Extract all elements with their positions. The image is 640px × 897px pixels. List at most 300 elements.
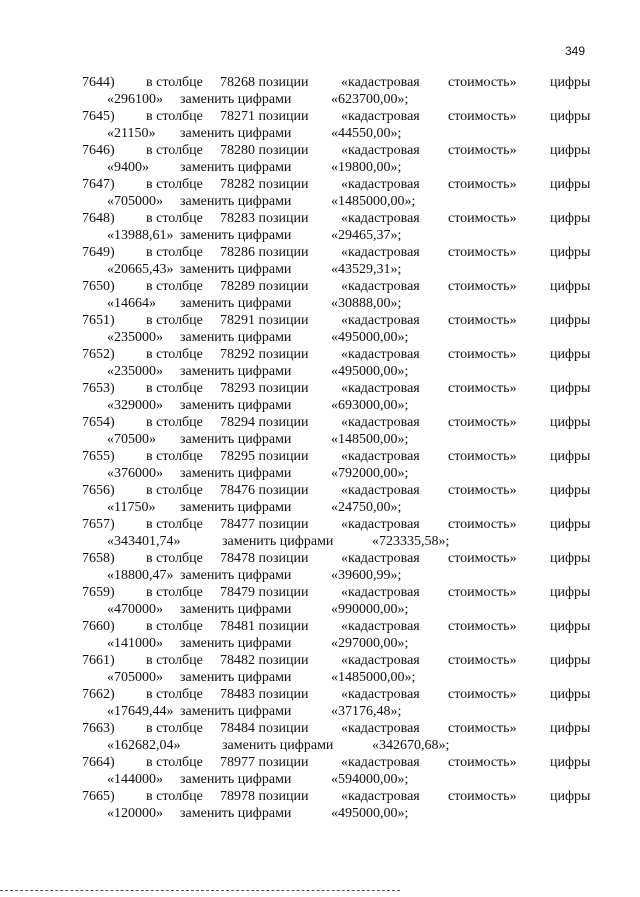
stoimost-phrase: стоимость» (448, 721, 517, 736)
replace-phrase: заменить цифрами (222, 738, 334, 753)
position-phrase (220, 210, 309, 227)
amendment-entry (0, 584, 640, 618)
old-value: «235000» (107, 330, 163, 345)
kadastr-phrase: «кадастровая (341, 109, 420, 124)
amendment-line-2 (0, 227, 640, 244)
stoimost-phrase: стоимость» (448, 483, 517, 498)
column-phrase: в столбце (146, 177, 203, 192)
column-number: 78293 (220, 381, 255, 396)
cifry-phrase: цифры (550, 449, 591, 464)
amendment-line-1 (0, 652, 640, 669)
column-number: 78292 (220, 347, 255, 362)
amendment-entry (0, 482, 640, 516)
amendment-entry (0, 448, 640, 482)
replace-phrase: заменить цифрами (180, 296, 292, 311)
column-number: 78479 (220, 585, 255, 600)
replace-phrase: заменить цифрами (180, 568, 292, 583)
column-number: 78477 (220, 517, 255, 532)
amendment-line-1 (0, 176, 640, 193)
kadastr-phrase: «кадастровая (341, 449, 420, 464)
amendment-entry (0, 74, 640, 108)
cifry-phrase: цифры (550, 279, 591, 294)
position-phrase (220, 380, 309, 397)
column-number: 78283 (220, 211, 255, 226)
stoimost-phrase: стоимость» (448, 449, 517, 464)
column-number: 78483 (220, 687, 255, 702)
position-word: позиции (258, 517, 309, 532)
position-word: позиции (258, 279, 309, 294)
entry-number: 7645) (82, 109, 115, 124)
stoimost-phrase: стоимость» (448, 517, 517, 532)
position-word: позиции (258, 347, 309, 362)
position-phrase (220, 516, 309, 533)
column-phrase: в столбце (146, 75, 203, 90)
kadastr-phrase: «кадастровая (341, 347, 420, 362)
new-value: «495000,00»; (331, 806, 409, 821)
column-number: 78289 (220, 279, 255, 294)
kadastr-phrase: «кадастровая (341, 687, 420, 702)
page-number: 349 (565, 44, 586, 58)
amendment-line-2 (0, 635, 640, 652)
amendment-line-1 (0, 142, 640, 159)
kadastr-phrase: «кадастровая (341, 415, 420, 430)
old-value: «11750» (107, 500, 156, 515)
column-number: 78282 (220, 177, 255, 192)
amendment-line-2 (0, 363, 640, 380)
new-value: «594000,00»; (331, 772, 409, 787)
replace-phrase: заменить цифрами (180, 126, 292, 141)
position-phrase (220, 448, 309, 465)
column-number: 78280 (220, 143, 255, 158)
stoimost-phrase: стоимость» (448, 551, 517, 566)
new-value: «39600,99»; (331, 568, 402, 583)
stoimost-phrase: стоимость» (448, 619, 517, 634)
amendment-line-1 (0, 108, 640, 125)
entry-number: 7644) (82, 75, 115, 90)
column-phrase: в столбце (146, 245, 203, 260)
entry-number: 7651) (82, 313, 115, 328)
amendment-line-1 (0, 448, 640, 465)
new-value: «24750,00»; (331, 500, 402, 515)
position-word: позиции (258, 789, 309, 804)
replace-phrase: заменить цифрами (180, 194, 292, 209)
amendment-line-2 (0, 669, 640, 686)
amendment-line-2 (0, 533, 640, 550)
old-value: «296100» (107, 92, 163, 107)
amendment-line-2 (0, 329, 640, 346)
position-word: позиции (258, 653, 309, 668)
entry-number: 7662) (82, 687, 115, 702)
old-value: «70500» (107, 432, 156, 447)
cifry-phrase: цифры (550, 415, 591, 430)
column-phrase: в столбце (146, 143, 203, 158)
amendment-entry (0, 414, 640, 448)
amendment-line-2 (0, 737, 640, 754)
kadastr-phrase: «кадастровая (341, 517, 420, 532)
column-phrase: в столбце (146, 313, 203, 328)
new-value: «29465,37»; (331, 228, 402, 243)
column-number: 78294 (220, 415, 255, 430)
amendment-entry (0, 346, 640, 380)
old-value: «329000» (107, 398, 163, 413)
kadastr-phrase: «кадастровая (341, 789, 420, 804)
position-word: позиции (258, 245, 309, 260)
column-phrase: в столбце (146, 483, 203, 498)
amendment-entry (0, 210, 640, 244)
position-word: позиции (258, 177, 309, 192)
new-value: «693000,00»; (331, 398, 409, 413)
column-phrase: в столбце (146, 619, 203, 634)
position-word: позиции (258, 755, 309, 770)
cifry-phrase: цифры (550, 721, 591, 736)
position-word: позиции (258, 619, 309, 634)
amendment-line-1 (0, 720, 640, 737)
new-value: «37176,48»; (331, 704, 402, 719)
cifry-phrase: цифры (550, 619, 591, 634)
amendment-line-2 (0, 601, 640, 618)
stoimost-phrase: стоимость» (448, 381, 517, 396)
stoimost-phrase: стоимость» (448, 687, 517, 702)
cifry-phrase: цифры (550, 517, 591, 532)
kadastr-phrase: «кадастровая (341, 143, 420, 158)
replace-phrase: заменить цифрами (180, 636, 292, 651)
cifry-phrase: цифры (550, 687, 591, 702)
replace-phrase: заменить цифрами (180, 500, 292, 515)
old-value: «705000» (107, 194, 163, 209)
amendment-line-2 (0, 771, 640, 788)
new-value: «342670,68»; (372, 738, 450, 753)
column-number: 78482 (220, 653, 255, 668)
position-phrase (220, 176, 309, 193)
column-phrase: в столбце (146, 211, 203, 226)
amendment-line-2 (0, 91, 640, 108)
cifry-phrase: цифры (550, 483, 591, 498)
cifry-phrase: цифры (550, 347, 591, 362)
entry-number: 7655) (82, 449, 115, 464)
old-value: «343401,74» (107, 534, 181, 549)
amendment-entry (0, 278, 640, 312)
position-phrase (220, 652, 309, 669)
kadastr-phrase: «кадастровая (341, 653, 420, 668)
amendment-line-1 (0, 618, 640, 635)
position-word: позиции (258, 483, 309, 498)
amendment-line-2 (0, 805, 640, 822)
amendment-entry (0, 516, 640, 550)
footer-rule (0, 890, 400, 892)
position-word: позиции (258, 75, 309, 90)
cifry-phrase: цифры (550, 381, 591, 396)
new-value: «1485000,00»; (331, 194, 416, 209)
column-phrase: в столбце (146, 279, 203, 294)
old-value: «120000» (107, 806, 163, 821)
amendment-line-1 (0, 346, 640, 363)
column-number: 78291 (220, 313, 255, 328)
amendment-line-2 (0, 397, 640, 414)
amendment-line-2 (0, 125, 640, 142)
cifry-phrase: цифры (550, 245, 591, 260)
stoimost-phrase: стоимость» (448, 789, 517, 804)
replace-phrase: заменить цифрами (222, 534, 334, 549)
entry-number: 7650) (82, 279, 115, 294)
amendment-line-1 (0, 244, 640, 261)
cifry-phrase: цифры (550, 313, 591, 328)
position-word: позиции (258, 415, 309, 430)
new-value: «19800,00»; (331, 160, 402, 175)
position-phrase (220, 788, 309, 805)
position-word: позиции (258, 381, 309, 396)
column-phrase: в столбце (146, 687, 203, 702)
column-phrase: в столбце (146, 721, 203, 736)
amendment-line-1 (0, 550, 640, 567)
cifry-phrase: цифры (550, 143, 591, 158)
amendment-line-2 (0, 465, 640, 482)
stoimost-phrase: стоимость» (448, 347, 517, 362)
entry-number: 7656) (82, 483, 115, 498)
stoimost-phrase: стоимость» (448, 211, 517, 226)
kadastr-phrase: «кадастровая (341, 619, 420, 634)
replace-phrase: заменить цифрами (180, 398, 292, 413)
amendment-line-1 (0, 380, 640, 397)
column-phrase: в столбце (146, 109, 203, 124)
position-phrase (220, 686, 309, 703)
replace-phrase: заменить цифрами (180, 704, 292, 719)
kadastr-phrase: «кадастровая (341, 755, 420, 770)
kadastr-phrase: «кадастровая (341, 721, 420, 736)
replace-phrase: заменить цифрами (180, 806, 292, 821)
old-value: «20665,43» (107, 262, 174, 277)
column-number: 78977 (220, 755, 255, 770)
entry-number: 7647) (82, 177, 115, 192)
replace-phrase: заменить цифрами (180, 160, 292, 175)
amendment-line-1 (0, 312, 640, 329)
new-value: «297000,00»; (331, 636, 409, 651)
amendment-line-2 (0, 499, 640, 516)
entry-number: 7652) (82, 347, 115, 362)
position-phrase (220, 482, 309, 499)
kadastr-phrase: «кадастровая (341, 75, 420, 90)
position-phrase (220, 278, 309, 295)
stoimost-phrase: стоимость» (448, 245, 517, 260)
kadastr-phrase: «кадастровая (341, 381, 420, 396)
amendment-entry (0, 652, 640, 686)
amendment-entry (0, 244, 640, 278)
old-value: «141000» (107, 636, 163, 651)
position-phrase (220, 720, 309, 737)
entry-number: 7664) (82, 755, 115, 770)
amendment-line-2 (0, 295, 640, 312)
cifry-phrase: цифры (550, 653, 591, 668)
entry-number: 7646) (82, 143, 115, 158)
new-value: «723335,58»; (372, 534, 450, 549)
position-phrase (220, 312, 309, 329)
position-word: позиции (258, 211, 309, 226)
amendment-entry (0, 142, 640, 176)
old-value: «235000» (107, 364, 163, 379)
stoimost-phrase: стоимость» (448, 313, 517, 328)
amendment-entry (0, 618, 640, 652)
amendment-entry (0, 380, 640, 414)
cifry-phrase: цифры (550, 109, 591, 124)
replace-phrase: заменить цифрами (180, 602, 292, 617)
position-word: позиции (258, 449, 309, 464)
amendment-entry (0, 550, 640, 584)
position-phrase (220, 754, 309, 771)
amendment-line-2 (0, 431, 640, 448)
position-phrase (220, 584, 309, 601)
cifry-phrase: цифры (550, 755, 591, 770)
position-phrase (220, 142, 309, 159)
kadastr-phrase: «кадастровая (341, 211, 420, 226)
old-value: «470000» (107, 602, 163, 617)
position-word: позиции (258, 551, 309, 566)
entry-number: 7659) (82, 585, 115, 600)
old-value: «13988,61» (107, 228, 174, 243)
entry-number: 7649) (82, 245, 115, 260)
amendment-line-1 (0, 482, 640, 499)
new-value: «1485000,00»; (331, 670, 416, 685)
amendment-entry (0, 686, 640, 720)
stoimost-phrase: стоимость» (448, 279, 517, 294)
amendment-line-1 (0, 74, 640, 91)
column-number: 78286 (220, 245, 255, 260)
amendment-entry (0, 312, 640, 346)
column-number: 78295 (220, 449, 255, 464)
new-value: «495000,00»; (331, 330, 409, 345)
new-value: «792000,00»; (331, 466, 409, 481)
replace-phrase: заменить цифрами (180, 364, 292, 379)
old-value: «21150» (107, 126, 156, 141)
cifry-phrase: цифры (550, 211, 591, 226)
new-value: «43529,31»; (331, 262, 402, 277)
position-phrase (220, 550, 309, 567)
stoimost-phrase: стоимость» (448, 109, 517, 124)
amendment-line-1 (0, 584, 640, 601)
old-value: «705000» (107, 670, 163, 685)
column-phrase: в столбце (146, 653, 203, 668)
replace-phrase: заменить цифрами (180, 92, 292, 107)
column-phrase: в столбце (146, 755, 203, 770)
position-word: позиции (258, 585, 309, 600)
old-value: «18800,47» (107, 568, 174, 583)
position-word: позиции (258, 687, 309, 702)
position-phrase (220, 74, 309, 91)
column-phrase: в столбце (146, 585, 203, 600)
column-number: 78268 (220, 75, 255, 90)
column-phrase: в столбце (146, 789, 203, 804)
column-phrase: в столбце (146, 415, 203, 430)
stoimost-phrase: стоимость» (448, 653, 517, 668)
amendment-line-1 (0, 516, 640, 533)
stoimost-phrase: стоимость» (448, 755, 517, 770)
kadastr-phrase: «кадастровая (341, 245, 420, 260)
column-phrase: в столбце (146, 449, 203, 464)
old-value: «162682,04» (107, 738, 181, 753)
column-phrase: в столбце (146, 381, 203, 396)
stoimost-phrase: стоимость» (448, 585, 517, 600)
replace-phrase: заменить цифрами (180, 670, 292, 685)
kadastr-phrase: «кадастровая (341, 483, 420, 498)
replace-phrase: заменить цифрами (180, 262, 292, 277)
amendments-list (0, 74, 640, 822)
entry-number: 7648) (82, 211, 115, 226)
column-number: 78271 (220, 109, 255, 124)
new-value: «990000,00»; (331, 602, 409, 617)
column-number: 78476 (220, 483, 255, 498)
cifry-phrase: цифры (550, 177, 591, 192)
amendment-line-2 (0, 193, 640, 210)
old-value: «9400» (107, 160, 149, 175)
entry-number: 7653) (82, 381, 115, 396)
position-phrase (220, 618, 309, 635)
cifry-phrase: цифры (550, 75, 591, 90)
column-phrase: в столбце (146, 347, 203, 362)
column-number: 78481 (220, 619, 255, 634)
position-phrase (220, 414, 309, 431)
position-phrase (220, 346, 309, 363)
old-value: «376000» (107, 466, 163, 481)
kadastr-phrase: «кадастровая (341, 551, 420, 566)
replace-phrase: заменить цифрами (180, 228, 292, 243)
stoimost-phrase: стоимость» (448, 143, 517, 158)
old-value: «14664» (107, 296, 156, 311)
new-value: «44550,00»; (331, 126, 402, 141)
old-value: «17649,44» (107, 704, 174, 719)
column-number: 78978 (220, 789, 255, 804)
stoimost-phrase: стоимость» (448, 415, 517, 430)
entry-number: 7665) (82, 789, 115, 804)
position-word: позиции (258, 143, 309, 158)
entry-number: 7654) (82, 415, 115, 430)
column-phrase: в столбце (146, 551, 203, 566)
column-number: 78478 (220, 551, 255, 566)
position-word: позиции (258, 109, 309, 124)
position-word: позиции (258, 313, 309, 328)
amendment-line-1 (0, 686, 640, 703)
amendment-line-2 (0, 159, 640, 176)
amendment-entry (0, 720, 640, 754)
amendment-line-1 (0, 278, 640, 295)
amendment-line-1 (0, 788, 640, 805)
kadastr-phrase: «кадастровая (341, 585, 420, 600)
new-value: «30888,00»; (331, 296, 402, 311)
entry-number: 7657) (82, 517, 115, 532)
replace-phrase: заменить цифрами (180, 772, 292, 787)
new-value: «495000,00»; (331, 364, 409, 379)
amendment-line-1 (0, 754, 640, 771)
stoimost-phrase: стоимость» (448, 177, 517, 192)
entry-number: 7660) (82, 619, 115, 634)
amendment-line-2 (0, 567, 640, 584)
position-phrase (220, 108, 309, 125)
column-number: 78484 (220, 721, 255, 736)
position-word: позиции (258, 721, 309, 736)
kadastr-phrase: «кадастровая (341, 313, 420, 328)
new-value: «623700,00»; (331, 92, 409, 107)
cifry-phrase: цифры (550, 789, 591, 804)
entry-number: 7658) (82, 551, 115, 566)
new-value: «148500,00»; (331, 432, 409, 447)
column-phrase: в столбце (146, 517, 203, 532)
entry-number: 7661) (82, 653, 115, 668)
amendment-line-1 (0, 414, 640, 431)
replace-phrase: заменить цифрами (180, 432, 292, 447)
cifry-phrase: цифры (550, 551, 591, 566)
stoimost-phrase: стоимость» (448, 75, 517, 90)
amendment-entry (0, 176, 640, 210)
replace-phrase: заменить цифрами (180, 330, 292, 345)
amendment-line-2 (0, 261, 640, 278)
amendment-entry (0, 108, 640, 142)
